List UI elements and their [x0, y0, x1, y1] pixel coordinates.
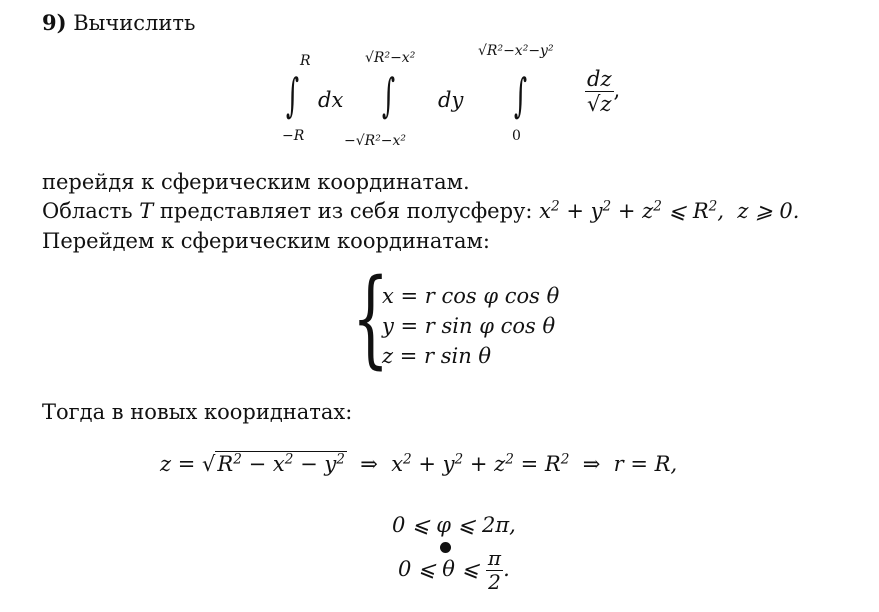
system-row-x: x = r cos φ cos θ	[382, 284, 560, 308]
integrand-fraction	[585, 68, 620, 115]
integrand-numerator: dz	[587, 67, 612, 91]
inner-integral-sign: ∫	[514, 68, 528, 122]
outer-integral-sign: ∫	[286, 68, 300, 122]
theta-range-left: 0 ⩽ θ ⩽	[398, 557, 480, 581]
region-symbol: T	[139, 199, 154, 223]
phi-range: 0 ⩽ φ ⩽ 2π,	[392, 513, 516, 537]
outer-upper-limit: R	[300, 53, 311, 69]
inner-lower-limit: 0	[512, 128, 521, 144]
theta-range-end: .	[503, 557, 510, 581]
outer-lower-limit: −R	[282, 128, 305, 144]
system-row-z: z = r sin θ	[382, 344, 492, 368]
problem-number: 9)	[42, 10, 67, 35]
region-description: представляет из себя полусферу:	[153, 199, 540, 223]
system-row-y: y = r sin φ cos θ	[382, 314, 556, 338]
hemisphere-inequality: $x^2 + y^2 + z^2$ ⩽ $R^2$, z ⩾ 0.	[539, 198, 800, 223]
text-line-2	[42, 199, 799, 223]
theta-upper-denominator: 2	[488, 570, 501, 594]
system-brace: {	[352, 256, 390, 379]
text-line-4: Тогда в новых коориднатах:	[42, 400, 353, 424]
integrand-denominator: √z	[587, 92, 612, 117]
substitution-equation: $z = √R^2 - x^2 - y^2$ ⇒ $x^2 + y^2 + z^2 = R^2$ ⇒ r = R,	[160, 451, 678, 476]
middle-lower-limit: −√R²−x²	[344, 133, 407, 149]
problem-title: Вычислить	[73, 11, 196, 35]
middle-integral-sign: ∫	[382, 68, 396, 122]
text-line-3: Перейдем к сферическим координатам:	[42, 229, 490, 253]
dx-label: dx	[318, 88, 344, 112]
region-prefix: Область	[42, 199, 140, 223]
middle-upper-limit: √R²−x²	[365, 50, 416, 66]
text-line-1: перейдя к сферическим координатам.	[42, 170, 470, 194]
theta-upper-numerator: π	[487, 546, 502, 570]
problem-heading	[42, 10, 195, 35]
integral-comma: ,	[613, 78, 621, 103]
dy-label: dy	[438, 88, 464, 112]
inner-upper-limit: √R²−x²−y²	[478, 43, 554, 59]
theta-range	[398, 548, 510, 593]
radius-result: r = R,	[613, 452, 678, 476]
